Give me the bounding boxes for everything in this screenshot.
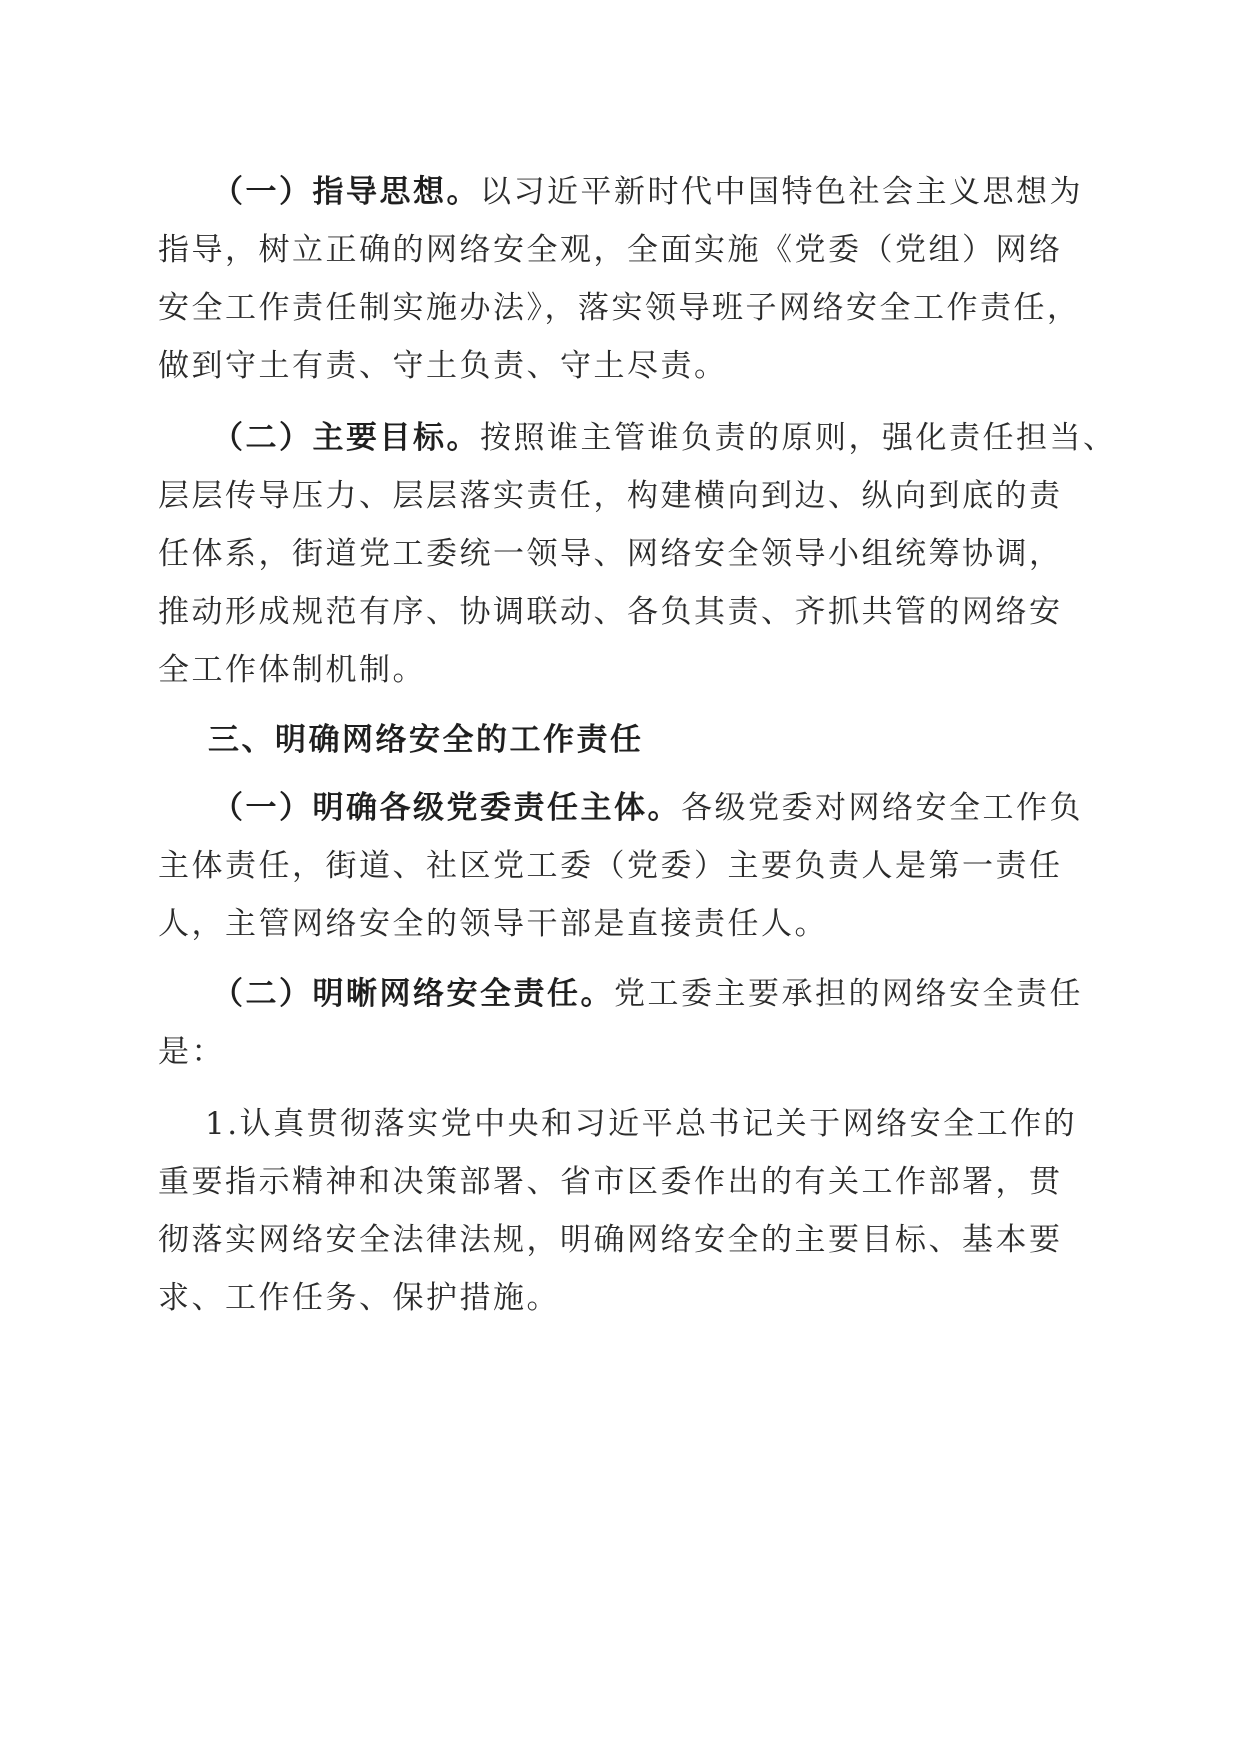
paragraph-2-line-1: [212, 418, 1117, 458]
item-1-line-2: 重要指示精神和决策部署、省市区委作出的有关工作部署，贯: [158, 1164, 1063, 1200]
paragraph-1-line-2: 指导，树立正确的网络安全观，全面实施《党委（党组）网络: [158, 232, 1063, 268]
item-1-line-1: 1.认真贯彻落实党中央和习近平总书记关于网络安全工作的: [205, 1106, 1078, 1142]
paragraph-2-line-3: 任体系，街道党工委统一领导、网络安全领导小组统筹协调，: [158, 536, 1063, 572]
paragraph-2-line-2: 层层传导压力、层层落实责任，构建横向到边、纵向到底的责: [158, 478, 1063, 514]
paragraph-4-line-1: [212, 974, 1083, 1014]
item-1-line-3: 彻落实网络安全法律法规，明确网络安全的主要目标、基本要: [158, 1222, 1063, 1258]
paragraph-1-line-1: [212, 172, 1083, 212]
line-text: 以习近平新时代中国特色社会主义思想为: [480, 174, 1083, 210]
section-heading-3: 三、明确网络安全的工作责任: [208, 722, 644, 758]
paragraph-2-line-4: 推动形成规范有序、协调联动、各负其责、齐抓共管的网络安: [158, 594, 1063, 630]
section-lead-party-responsibility: （一）明确各级党委责任主体。: [212, 790, 681, 826]
item-1-line-4: 求、工作任务、保护措施。: [158, 1280, 560, 1316]
section-lead-main-goals: （二）主要目标。: [212, 420, 480, 456]
section-lead-security-duties: （二）明晰网络安全责任。: [212, 976, 614, 1012]
line-text: 党工委主要承担的网络安全责任: [614, 976, 1083, 1012]
paragraph-3-line-3: 人，主管网络安全的领导干部是直接责任人。: [158, 906, 828, 942]
paragraph-3-line-2: 主体责任，街道、社区党工委（党委）主要负责人是第一责任: [158, 848, 1063, 884]
paragraph-3-line-1: [212, 788, 1083, 828]
paragraph-2-line-5: 全工作体制机制。: [158, 652, 426, 688]
paragraph-4-line-2: 是：: [158, 1034, 225, 1070]
section-lead-guiding-thought: （一）指导思想。: [212, 174, 480, 210]
line-text: 按照谁主管谁负责的原则，强化责任担当、: [480, 420, 1117, 456]
paragraph-1-line-3: 安全工作责任制实施办法》，落实领导班子网络安全工作责任，: [158, 290, 1081, 326]
line-text: 各级党委对网络安全工作负: [681, 790, 1083, 826]
paragraph-1-line-4: 做到守土有责、守土负责、守土尽责。: [158, 348, 728, 384]
